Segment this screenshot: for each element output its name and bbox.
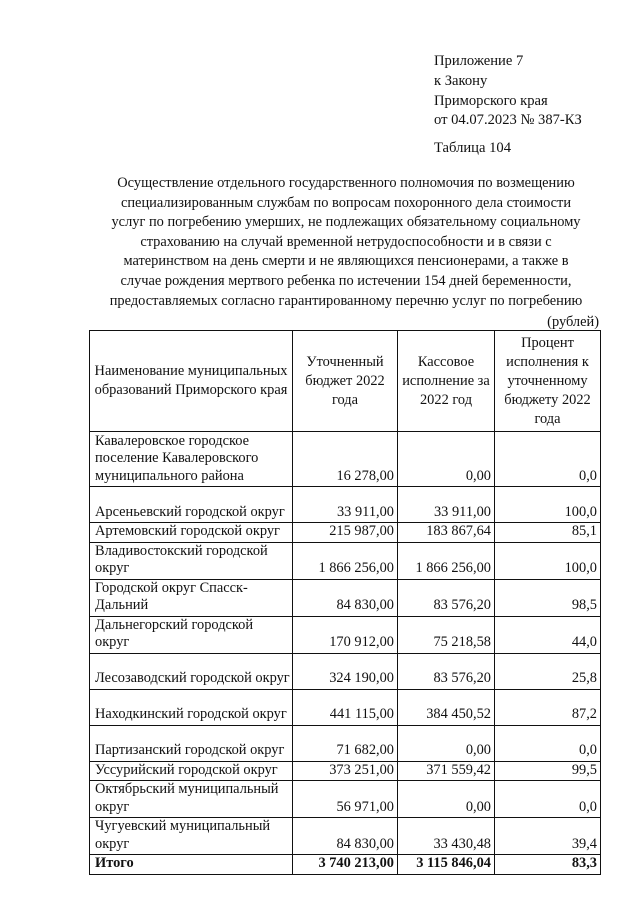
execution-value: 1 866 256,00 [398, 542, 495, 579]
execution-value: 384 450,52 [398, 689, 495, 725]
budget-value: 324 190,00 [293, 653, 398, 689]
municipality-name: Артемовский городской округ [90, 523, 293, 543]
percent-value: 25,8 [495, 653, 601, 689]
table-row [90, 432, 601, 487]
municipality-name: Городской округ Спасск-Дальний [90, 579, 293, 616]
title-line: специализированным службам по вопросам похоронного дела стоимости [120, 194, 572, 211]
header-execution: Кассовое исполнение за 2022 год [398, 331, 495, 432]
budget-value: 215 987,00 [293, 523, 398, 543]
municipality-name: Кавалеровское городское поселение Кавалеровского муниципального района [90, 432, 293, 487]
municipality-name: Уссурийский городской округ [90, 761, 293, 781]
percent-value: 0,0 [495, 432, 601, 487]
table-row [90, 523, 601, 543]
budget-value: 1 866 256,00 [293, 542, 398, 579]
appendix-line: к Закону [434, 72, 488, 89]
header-percent: Процент исполнения к уточненному бюджету 2022 года [495, 331, 601, 432]
appendix-line: от 04.07.2023 № 387-КЗ [434, 112, 582, 129]
table-row [90, 542, 601, 579]
table-number: Таблица 104 [434, 140, 512, 156]
execution-value: 371 559,42 [398, 761, 495, 781]
table-total-row [90, 855, 601, 875]
table-row [90, 616, 601, 653]
units-label: (рублей) [547, 314, 599, 330]
total-execution-value: 3 115 846,04 [398, 855, 495, 875]
budget-table [89, 330, 601, 875]
table-row [90, 761, 601, 781]
appendix-block [434, 52, 582, 131]
table-row [90, 781, 601, 818]
header-municipality: Наименование муниципальных образований Приморского края [90, 331, 293, 432]
title-line: случае рождения мертвого ребенка по истечении 154 дней беременности, [120, 272, 572, 289]
percent-value: 0,0 [495, 725, 601, 761]
budget-value: 16 278,00 [293, 432, 398, 487]
total-budget-value: 3 740 213,00 [293, 855, 398, 875]
table-row [90, 653, 601, 689]
execution-value: 183 867,64 [398, 523, 495, 543]
title-line: материнством на день смерти и не являющихся пенсионерами, а также в [123, 253, 569, 270]
percent-value: 100,0 [495, 542, 601, 579]
table-header-row [90, 331, 601, 432]
municipality-name: Чугуевский муниципальный округ [90, 818, 293, 855]
execution-value: 33 430,48 [398, 818, 495, 855]
percent-value: 39,4 [495, 818, 601, 855]
appendix-line: Приморского края [434, 92, 548, 109]
municipality-name: Дальнегорский городской округ [90, 616, 293, 653]
table-row [90, 689, 601, 725]
header-budget: Уточненный бюджет 2022 года [293, 331, 398, 432]
total-label: Итого [90, 855, 293, 875]
budget-value: 373 251,00 [293, 761, 398, 781]
budget-value: 84 830,00 [293, 818, 398, 855]
table-row [90, 579, 601, 616]
percent-value: 98,5 [495, 579, 601, 616]
table-row [90, 487, 601, 523]
total-percent-value: 83,3 [495, 855, 601, 875]
percent-value: 85,1 [495, 523, 601, 543]
budget-value: 56 971,00 [293, 781, 398, 818]
municipality-name: Партизанский городской округ [90, 725, 293, 761]
percent-value: 99,5 [495, 761, 601, 781]
percent-value: 0,0 [495, 781, 601, 818]
table-row [90, 818, 601, 855]
budget-value: 33 911,00 [293, 487, 398, 523]
municipality-name: Лесозаводский городской округ [90, 653, 293, 689]
execution-value: 33 911,00 [398, 487, 495, 523]
budget-value: 84 830,00 [293, 579, 398, 616]
title-line: страхованию на случай временной нетрудоспособности и в связи с [140, 233, 552, 250]
municipality-name: Владивостокский городской округ [90, 542, 293, 579]
percent-value: 100,0 [495, 487, 601, 523]
execution-value: 83 576,20 [398, 579, 495, 616]
percent-value: 44,0 [495, 616, 601, 653]
title-line: Осуществление отдельного государственного полномочия по возмещению [117, 175, 575, 191]
execution-value: 83 576,20 [398, 653, 495, 689]
execution-value: 0,00 [398, 432, 495, 487]
execution-value: 75 218,58 [398, 616, 495, 653]
title-line: услуг по погребению умерших, не подлежащих обязательному социальному [111, 214, 581, 231]
execution-value: 0,00 [398, 781, 495, 818]
budget-value: 71 682,00 [293, 725, 398, 761]
municipality-name: Находкинский городской округ [90, 689, 293, 725]
execution-value: 0,00 [398, 725, 495, 761]
table-row [90, 725, 601, 761]
title-line: предоставляемых согласно гарантированному перечню услуг по погребению [109, 292, 583, 309]
percent-value: 87,2 [495, 689, 601, 725]
appendix-line: Приложение 7 [434, 53, 524, 69]
budget-value: 441 115,00 [293, 689, 398, 725]
document-title [92, 174, 600, 311]
municipality-name: Арсеньевский городской округ [90, 487, 293, 523]
budget-value: 170 912,00 [293, 616, 398, 653]
municipality-name: Октябрьский муниципальный округ [90, 781, 293, 818]
